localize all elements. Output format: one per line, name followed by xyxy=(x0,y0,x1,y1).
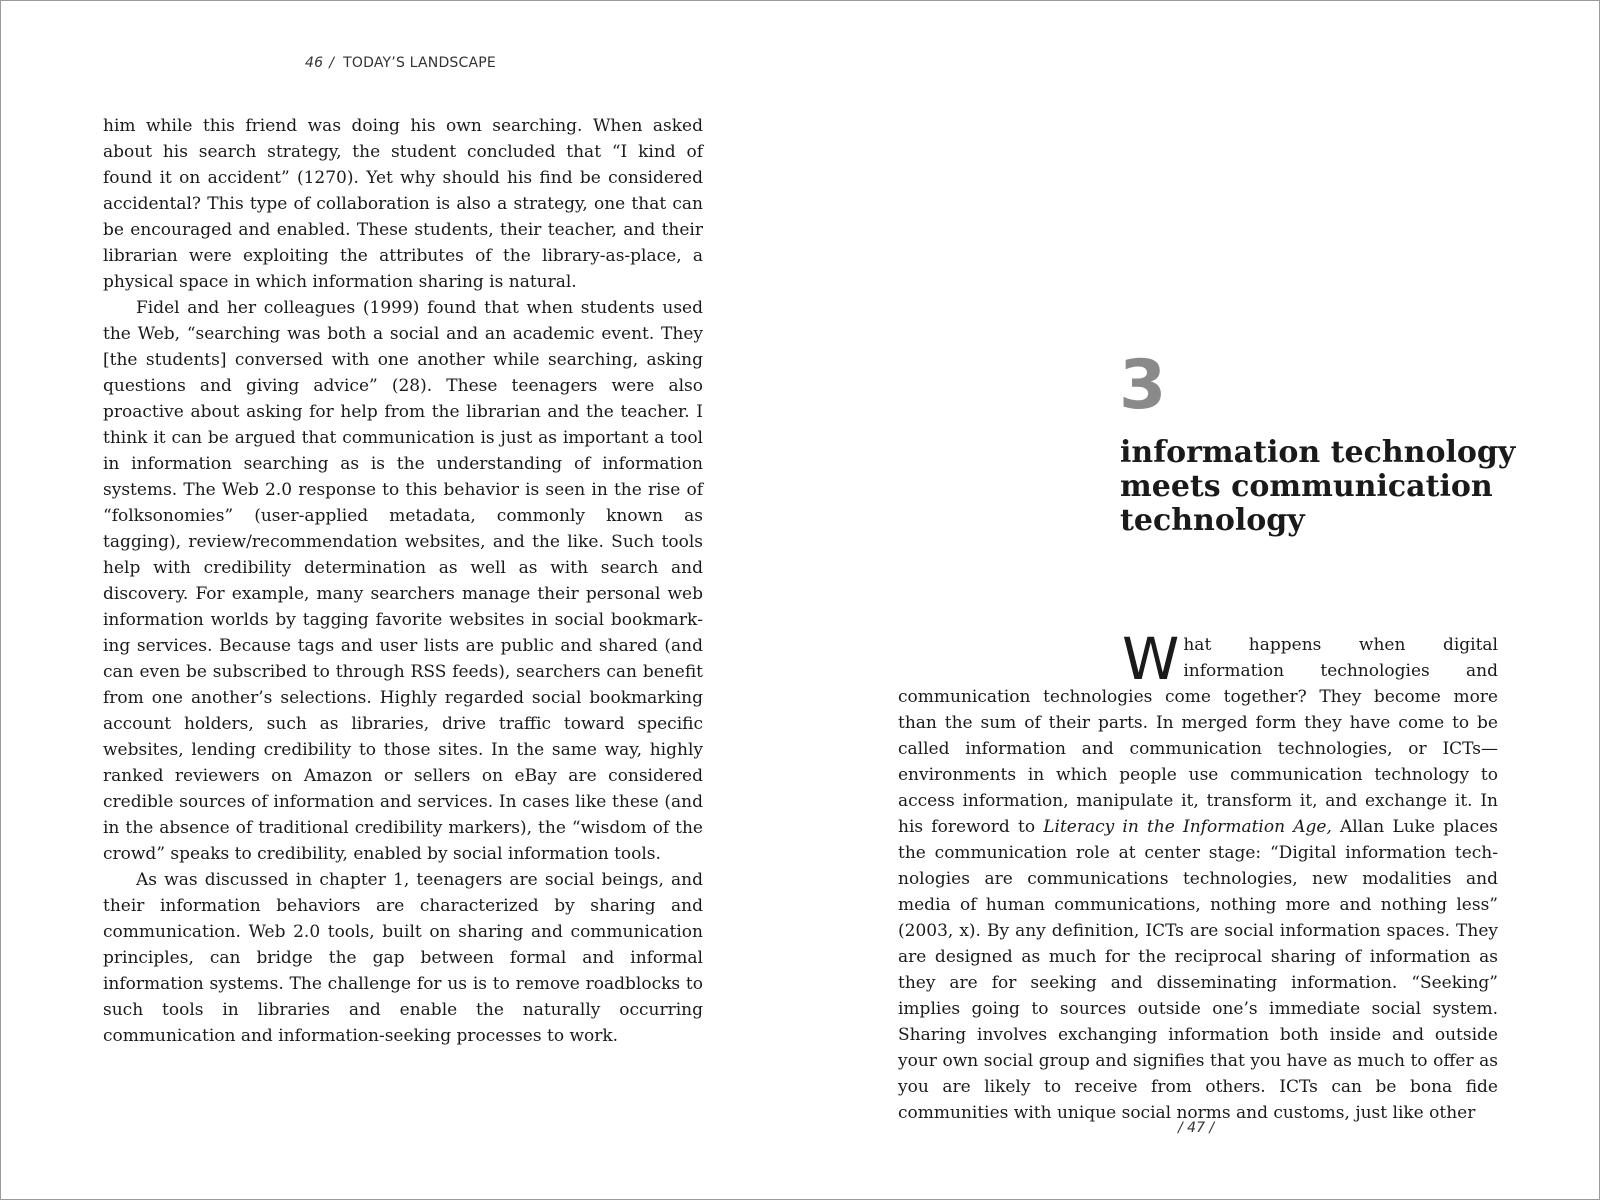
chapter-title-line-1: information technology xyxy=(1120,435,1516,470)
chapter-number: 3 xyxy=(1119,346,1167,425)
left-page-body xyxy=(103,113,703,1049)
body-text-part-1: hat happens when digital information technologies and communication technologies come together? They become more than the sum of their parts. In merged form they have come to be called information and communication technologies, or ICTs—environments in which people use communication technology to access information, manipulate it, transform it, and exchange it. In his foreword to xyxy=(898,635,1498,837)
chapter-title-line-2: meets communication xyxy=(1120,469,1493,504)
running-head-title: TODAY’S LANDSCAPE xyxy=(343,55,496,71)
right-page-folio: / 47 / xyxy=(1178,1120,1215,1136)
left-page-number: 46 xyxy=(305,55,324,71)
running-head-separator: / xyxy=(329,55,335,71)
running-head xyxy=(305,55,496,71)
chapter-title xyxy=(1120,436,1520,538)
paragraph-2: Fidel and her colleagues (1999) found that when students used the Web, “searching was both a social and an academic event. They [the students] conversed with one another while searching, asking questions and giving advice” (28). These teenagers were also proactive about asking for help from the librarian and the teacher. I think it can be argued that communication is just as important a tool in information searching as is the understanding of information systems. The Web 2.0 response to this behavior is seen in the rise of “folksonomies” (user-applied metadata, commonly known as tagging), review/recommendation websites, and the like. Such tools help with credibility determination as well as with search and discovery. For example, many searchers manage their personal web information worlds by tagging favorite websites in social bookmarking services. Because tags and user lists are public and shared (and can even be subscribed to through RSS feeds), searchers can benefit from one another’s selections. Highly regarded social bookmarking account holders, such as libraries, drive traffic toward specific websites, lending credibility to those sites. In the same way, highly ranked reviewers on Amazon or sellers on eBay are considered credible sources of information and services. In cases like these (and in the absence of traditional credibility markers), the “wisdom of the crowd” speaks to credibility, enabled by social information tools. xyxy=(103,298,703,864)
drop-cap: W xyxy=(1122,625,1180,693)
right-page-body xyxy=(898,625,1498,1126)
chapter-title-line-3: technology xyxy=(1120,503,1305,538)
body-text-part-2: Allan Luke places the communication role at center stage: “Digital information technologies are communications technologies, new modalities and media of human communications, nothing more and nothing less” (2003, x). By any definition, ICTs are social information spaces. They are designed as much for the reciprocal sharing of information as they are for seeking and disseminating information. “Seeking” implies going to sources outside one’s immediate social system. Sharing involves exchanging information both inside and outside your own social group and signifies that you have as much to offer as you are likely to receive from others. ICTs can be bona fide communities with unique social norms and customs, just like other xyxy=(898,817,1498,1123)
paragraph-1: him while this friend was doing his own searching. When asked about his search strategy, the student concluded that “I kind of found it on accident” (1270). Yet why should his find be considered accidental? This type of collaboration is also a strategy, one that can be encouraged and enabled. These students, their teacher, and their librarian were exploiting the attributes of the library-as-place, a physical space in which information sharing is natural. xyxy=(103,116,703,292)
book-title-italic: Literacy in the Information Age, xyxy=(1043,817,1332,837)
paragraph-3: As was discussed in chapter 1, teenagers are social beings, and their information behaviors are characterized by sharing and communication. Web 2.0 tools, built on sharing and communication principles, can bridge the gap between formal and informal information systems. The challenge for us is to remove roadblocks to such tools in libraries and enable the naturally occurring communication and information-seeking processes to work. xyxy=(103,870,703,1046)
